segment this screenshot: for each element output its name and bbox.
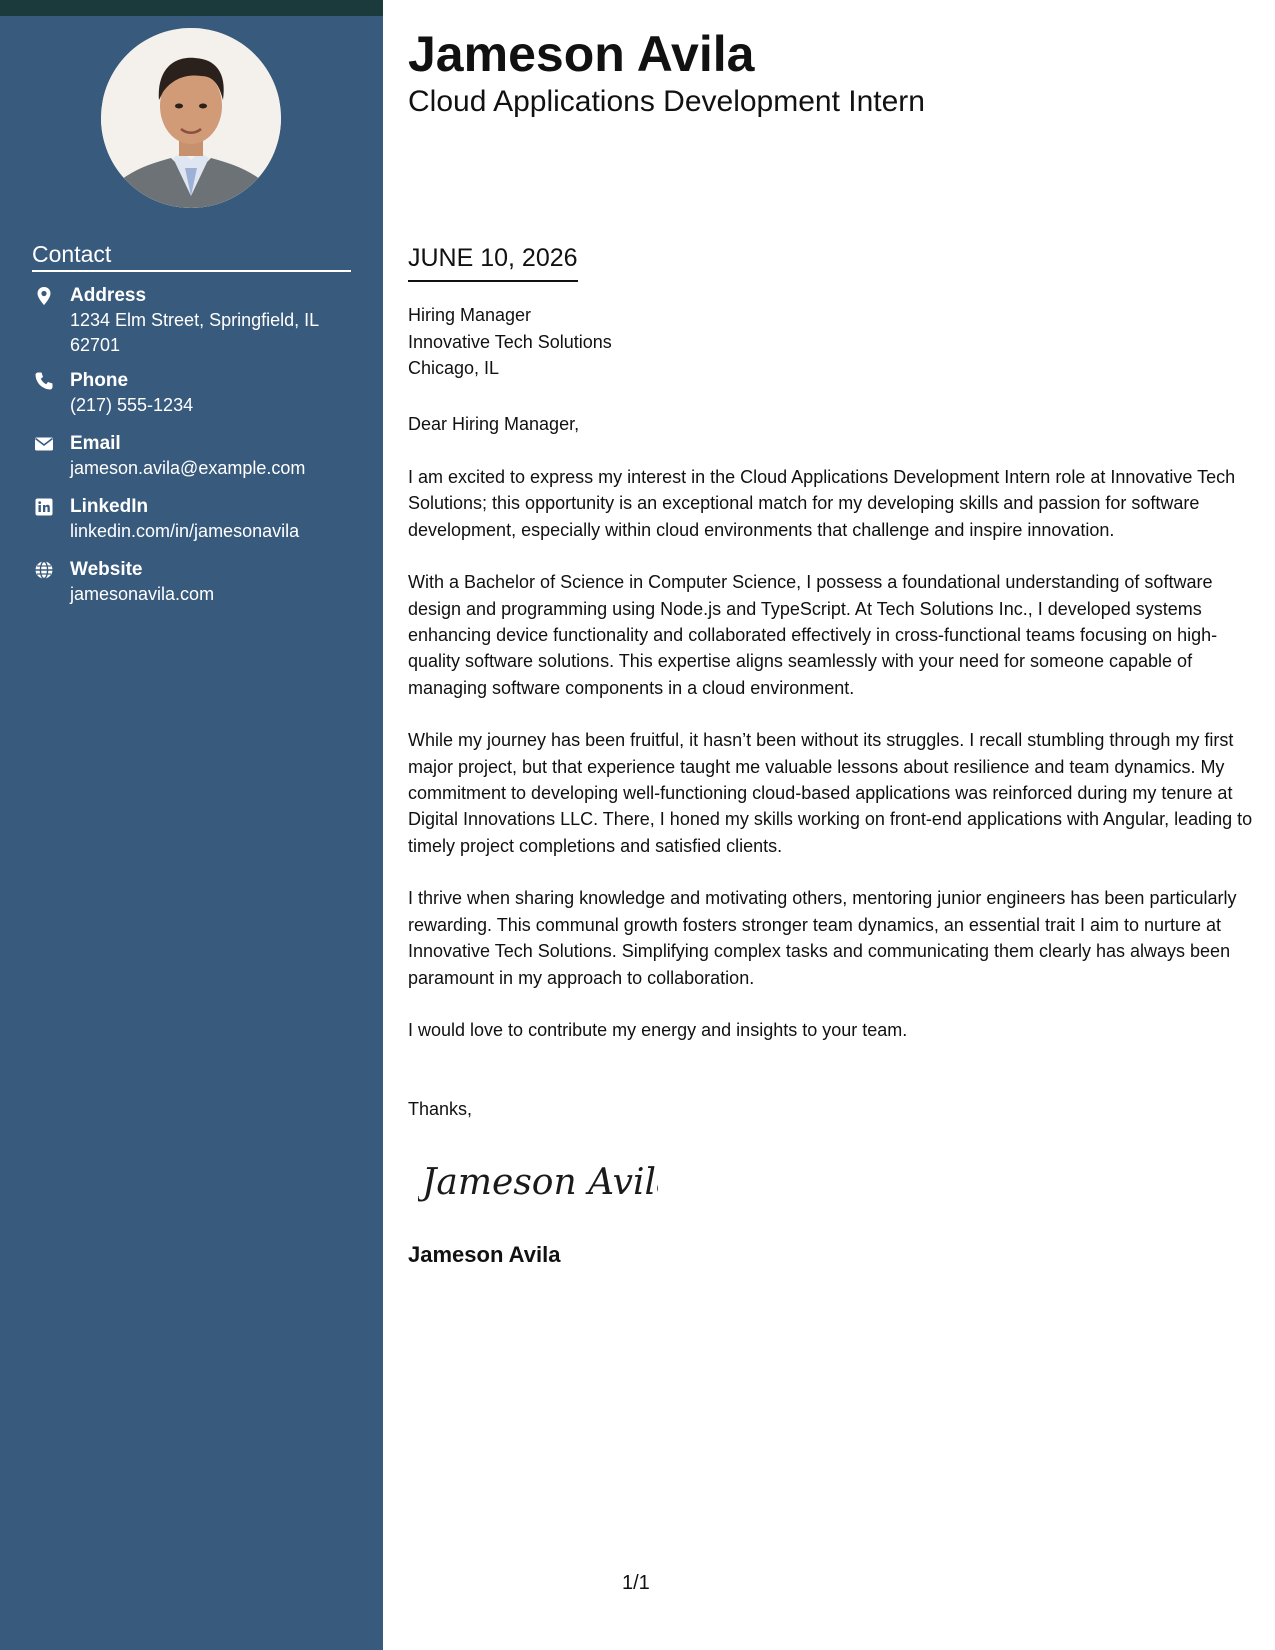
profile-photo-icon — [101, 28, 281, 208]
map-pin-icon — [34, 286, 54, 306]
applicant-title: Cloud Applications Development Intern — [408, 85, 925, 118]
applicant-name: Jameson Avila — [408, 26, 755, 82]
contact-website — [32, 557, 362, 620]
contact-value: (217) 555-1234 — [70, 395, 194, 415]
signature-image — [418, 1150, 658, 1210]
envelope-icon — [34, 434, 54, 454]
paragraph: While my journey has been fruitful, it hasn’t been without its struggles. I recall stumbling through my first major project, but that experience taught me valuable lessons about resilience and team dynamics. My commitment to developing well-functioning cloud-based applications was reinforced during my tenure at Digital Innovations LLC. There, I honed my skills working on front-end applications with Angular, leading to timely project completions and satisfied clients. — [408, 730, 1253, 856]
globe-icon — [34, 560, 54, 580]
contact-value: linkedin.com/in/jamesonavila — [70, 521, 300, 541]
contact-address — [32, 283, 362, 368]
greeting: Dear Hiring Manager, — [408, 414, 580, 434]
contact-value: 1234 Elm Street, Springfield, IL 62701 — [70, 310, 319, 355]
recipient-block — [408, 302, 612, 382]
signature — [418, 1150, 658, 1215]
contact-email — [32, 431, 362, 494]
recipient-line: Chicago, IL — [408, 358, 500, 378]
recipient-line: Hiring Manager — [408, 305, 532, 325]
linkedin-icon — [34, 497, 54, 517]
signature-text: Jameson Avila — [422, 1162, 658, 1203]
avatar — [101, 28, 281, 208]
contact-label: Address — [70, 285, 147, 306]
sidebar-top-strip — [0, 0, 383, 16]
contact-label: Website — [70, 559, 143, 580]
paragraph: I would love to contribute my energy and insights to your team. — [408, 1019, 908, 1040]
contact-linkedin — [32, 494, 362, 557]
letter-paragraphs — [408, 464, 1258, 1069]
phone-icon — [34, 371, 54, 391]
contact-value: jamesonavila.com — [70, 584, 215, 604]
paragraph: I am excited to express my interest in the Cloud Applications Development Intern role at Innovative Tech Solutions; this opportunity is an exceptional match for my developing skills and passion for software development, especially within cloud environments that challenge and inspire innovation. — [408, 467, 1236, 540]
sidebar — [0, 16, 383, 1650]
contact-list — [32, 283, 362, 620]
paragraph: With a Bachelor of Science in Computer Science, I possess a foundational understanding of software design and programming using Node.js and TypeScript. At Tech Solutions Inc., I developed systems enhancing device functionality and collaborated effectively in cross-functional teams focusing on high-quality software solutions. This expertise aligns seamlessly with your need for someone capable of managing software components in a cloud environment. — [408, 572, 1218, 698]
contact-label: Email — [70, 433, 121, 454]
paragraph: I thrive when sharing knowledge and motivating others, mentoring junior engineers has been particularly rewarding. This communal growth fosters stronger team dynamics, an essential trait I aim to nurture at Innovative Tech Solutions. Simplifying complex tasks and communicating them clearly has always been paramount in my approach to collaboration. — [408, 888, 1237, 988]
recipient-line: Innovative Tech Solutions — [408, 331, 612, 352]
contact-value: jameson.avila@example.com — [70, 458, 306, 478]
closing: Thanks, — [408, 1099, 473, 1119]
contact-label: Phone — [70, 370, 129, 391]
contact-heading: Contact — [32, 239, 351, 272]
signer-name: Jameson Avila — [408, 1242, 561, 1267]
page-number: 1/1 — [622, 1572, 650, 1594]
contact-phone — [32, 368, 362, 431]
letter-date: JUNE 10, 2026 — [408, 242, 578, 282]
contact-label: LinkedIn — [70, 496, 149, 517]
